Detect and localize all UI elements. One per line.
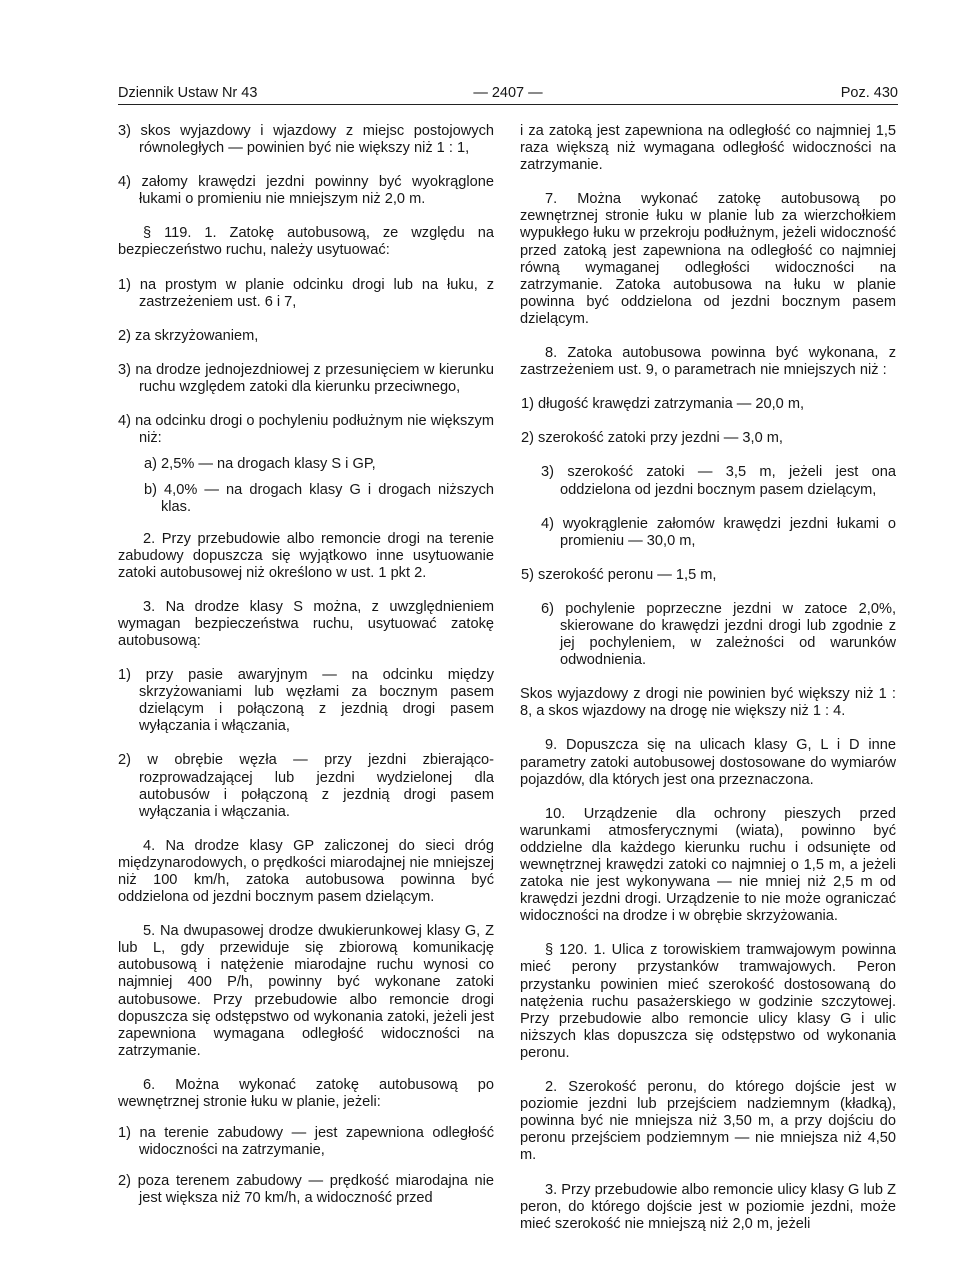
list-item: 2) poza terenem zabudowy — prędkość miarodajna nie jest większa niż 70 km/h, a widoczność przed xyxy=(118,1173,494,1207)
page-header xyxy=(118,84,898,104)
list-item: 2) za skrzyżowaniem, xyxy=(118,327,259,344)
paragraph: 5. Na dwupasowej drodze dwukierunkowej klasy G, Z lub L, gdy przewiduje się zbiorową komunikację autobusową i natężenie miarodajne ruchu wynosi co najmniej 400 P/h, powinny być wykonane zatoki autobusowe. Przy przebudowie albo remoncie drogi dopuszcza się odstępstwo od wykonania zatoki, jeżeli jest zapewniona wymagana odległość widoczności na zatrzymanie. xyxy=(118,923,494,1059)
list-item: 3) na drodze jednojezdniowej z przesunięciem w kierunku ruchu względem zatoki dla kierunku przeciwnego, xyxy=(118,361,494,395)
paragraph: i za zatoką jest zapewniona na odległość co najmniej 1,5 raza większą niż wymagana odległość widoczności na zatrzymanie. xyxy=(520,123,896,174)
list-item: 2) szerokość zatoki przy jezdni — 3,0 m, xyxy=(521,430,783,447)
paragraph: 7. Można wykonać zatokę autobusową po zewnętrznej stronie łuku w planie lub za wierzchołkiem wypukłego łuku w przekroju podłużnym, jeżeli widoczność przed zatoką jest zapewniona na odległość co najmniej równą wymaganej odległości widoczności na zatrzymanie. Zatoka autobusowa na łuku w planie powinna być oddzielona od jezdni bocznym pasem dzielącym. xyxy=(520,191,896,327)
right-column xyxy=(520,123,896,1250)
list-item: 1) przy pasie awaryjnym — na odcinku między skrzyżowaniami lub węzłami za bocznym pasem dzielącym i połączoną z jezdnią drogi pasem wyłączania i włączania, xyxy=(118,667,494,735)
left-column xyxy=(118,123,494,1225)
list-item: 4) wyokrąglenie załomów krawędzi jezdni łukami o promieniu — 30,0 m, xyxy=(541,515,896,549)
sub-list-item: a) 2,5% — na drogach klasy S i GP, xyxy=(144,456,376,473)
paragraph: 3) skos wyjazdowy i wjazdowy z miejsc postojowych równoległych — powinien być nie większy niż 1 : 1, xyxy=(118,123,494,157)
section-119-heading: § 119. 1. Zatokę autobusową, ze względu na bezpieczeństwo ruchu, należy usytuować: xyxy=(118,225,494,259)
paragraph: 8. Zatoka autobusowa powinna być wykonana, z zastrzeżeniem ust. 9, o parametrach nie mniejszych niż : xyxy=(520,345,896,379)
list-item: 5) szerokość peronu — 1,5 m, xyxy=(521,566,717,583)
paragraph: 9. Dopuszcza się na ulicach klasy G, L i D inne parametry zatoki autobusowej dostosowane do wymiarów pojazdów, dla których jest ona przeznaczona. xyxy=(520,737,896,788)
paragraph: 3. Na drodze klasy S można, z uwzględnieniem wymagan bezpieczeństwa ruchu, usytuować zatokę autobusową: xyxy=(118,598,494,649)
sub-list-item: b) 4,0% — na drogach klasy G i drogach niższych klas. xyxy=(144,482,494,516)
journal-title: Dziennik Ustaw Nr 43 xyxy=(118,85,258,101)
header-rule xyxy=(118,104,898,105)
list-item: 3) szerokość zatoki — 3,5 m, jeżeli jest ona oddzielona od jezdni bocznym pasem dzielącym, xyxy=(541,464,896,498)
paragraph: Skos wyjazdowy z drogi nie powinien być większy niż 1 : 8, a skos wjazdowy na drogę nie większy niż 1 : 4. xyxy=(520,686,896,720)
paragraph: 2. Szerokość peronu, do którego dojście jest w poziomie jezdni lub przejściem nadziemnym (kładką), powinna być nie mniejsza niż 3,50 m, a przy dojściu do peronu przejściem podziemnym — nie mniejsza niż 4,50 m. xyxy=(520,1079,896,1164)
list-item: 1) na terenie zabudowy — jest zapewniona odległość widoczności na zatrzymanie, xyxy=(118,1125,494,1159)
paragraph: 3. Przy przebudowie albo remoncie ulicy klasy G lub Z peron, do którego dojście jest w poziomie jezdni, może mieć szerokość nie mniejszą niż 2,0 m, jeżeli xyxy=(520,1181,896,1232)
list-item: 2) w obrębie węzła — przy jezdni zbierająco-rozprowadzającej lub jezdni wydzielonej dla autobusów i połączoną z jezdnią drogi pasem wyłączania i włączania. xyxy=(118,752,494,820)
list-item: 1) na prostym w planie odcinku drogi lub na łuku, z zastrzeżeniem ust. 6 i 7, xyxy=(118,276,494,310)
position-number: Poz. 430 xyxy=(840,85,898,101)
page-number: — 2407 — xyxy=(473,85,543,101)
section-120-heading: § 120. 1. Ulica z torowiskiem tramwajowym powinna mieć perony przystanków tramwajowych. Peron przystanku powinien mieć szerokość dostosowaną do natężenia ruchu pasażerskiego w godzinie szczytowej. Przy przebudowie albo remoncie ulicy klasy G i ulic niższych klas dopuszcza się odstępstwo od wykonania peronu. xyxy=(520,942,896,1061)
paragraph: 2. Przy przebudowie albo remoncie drogi na terenie zabudowy dopuszcza się wyjątkowo inne usytuowanie zatoki autobusowej niż określono w ust. 1 pkt 2. xyxy=(118,530,494,581)
paragraph: 4. Na drodze klasy GP zaliczonej do sieci dróg międzynarodowych, o prędkości miarodajnej nie mniejszej niż 100 km/h, zatoka autobusowa powinna być oddzielona od jezdni bocznym pasem dzielącym. xyxy=(118,837,494,906)
paragraph: 6. Można wykonać zatokę autobusową po wewnętrznej stronie łuku w planie, jeżeli: xyxy=(118,1076,494,1111)
list-item: 4) na odcinku drogi o pochyleniu podłużnym nie większym niż: xyxy=(118,413,494,447)
list-item: 6) pochylenie poprzeczne jezdni w zatoce 2,0%, skierowane do krawędzi jezdni drogi lub zgodnie z jej pochyleniem, w zależności od warunków odwodnienia. xyxy=(541,600,896,669)
list-item: 1) długość krawędzi zatrzymania — 20,0 m, xyxy=(521,396,805,413)
paragraph: 4) załomy krawędzi jezdni powinny być wyokrąglone łukami o promieniu nie mniejszym niż 2,0 m. xyxy=(118,174,494,208)
paragraph: 10. Urządzenie dla ochrony pieszych przed warunkami atmosferycznymi (wiata), powinno być oddzielne dla każdego kierunku ruchu i odsunięte od wewnętrznej krawędzi zatoki co najmniej o 1,5 m, a jeżeli zatoka nie jest wykonywana — nie mniej niż 2,5 m od krawędzi jezdni drogi. Urządzenie to nie może ograniczać widoczności na drodze i w obrębie skrzyżowania. xyxy=(520,805,896,925)
